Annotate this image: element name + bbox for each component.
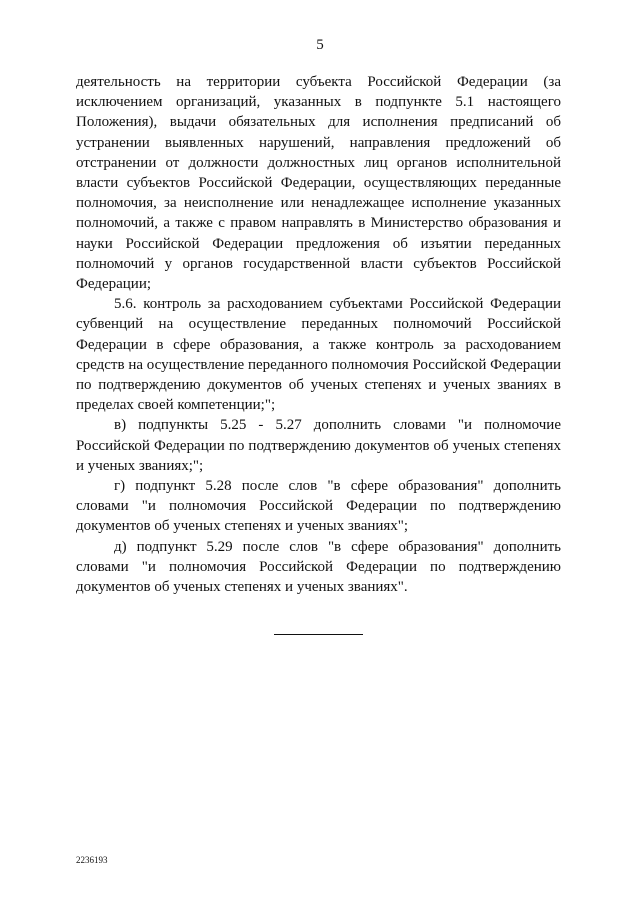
document-body bbox=[76, 72, 561, 597]
paragraph-continuation: деятельность на территории субъекта Российской Федерации (за исключением организаций, указанных в подпункте 5.1 настоящего Положения), выдачи обязательных для исполнения предписаний об устранении выявленных нарушений, направления предложений об отстранении от должности должностных лиц органов исполнительной власти субъектов Российской Федерации, осуществляющих переданные полномочия, за неисполнение или ненадлежащее исполнение указанных полномочий, а также с правом направлять в Министерство образования и науки Российской Федерации предложения об изъятии переданных полномочий у органов государственной власти субъектов Российской Федерации; bbox=[76, 74, 561, 293]
paragraph-item-g: г) подпункт 5.28 после слов "в сфере образования" дополнить словами "и полномочия Российской Федерации по подтверждению документов об ученых степенях и ученых званиях"; bbox=[76, 478, 561, 535]
paragraph-item-d: д) подпункт 5.29 после слов "в сфере образования" дополнить словами "и полномочия Российской Федерации по подтверждению документов об ученых степенях и ученых званиях". bbox=[76, 538, 561, 596]
paragraph-5-6: 5.6. контроль за расходованием субъектами Российской Федерации субвенций на осуществление переданных полномочий Российской Федерации в сфере образования, а также контроль за расходованием средств на осуществление переданного полномочия Российской Федерации по подтверждению документов об ученых степенях и ученых званиях в пределах своей компетенции;"; bbox=[76, 296, 561, 414]
paragraph-item-v: в) подпункты 5.25 - 5.27 дополнить словами "и полномочие Российской Федерации по подтверждению документов об ученых степенях и ученых званиях;"; bbox=[76, 417, 561, 474]
page-number: 5 bbox=[316, 37, 324, 53]
document-code: 2236193 bbox=[76, 855, 108, 865]
end-divider-line bbox=[274, 634, 363, 635]
